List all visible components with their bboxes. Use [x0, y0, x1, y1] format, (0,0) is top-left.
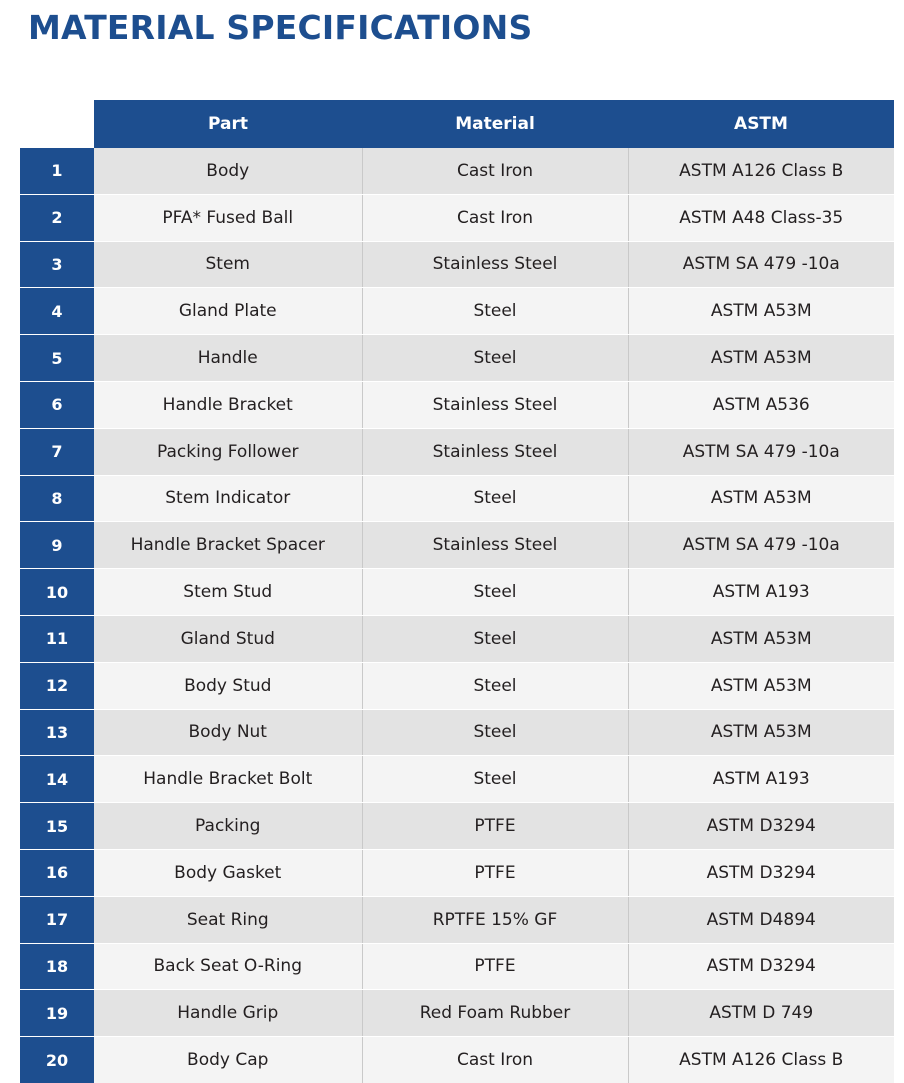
row-index-cell: 15	[20, 803, 94, 850]
astm-cell: ASTM A53M	[628, 288, 894, 335]
part-cell: Gland Stud	[94, 615, 362, 662]
part-cell: PFA* Fused Ball	[94, 194, 362, 241]
material-specifications-table	[20, 100, 894, 1083]
row-index-cell: 10	[20, 569, 94, 616]
astm-cell: ASTM A53M	[628, 662, 894, 709]
column-header-material: Material	[362, 100, 628, 148]
part-cell: Seat Ring	[94, 896, 362, 943]
astm-cell: ASTM A193	[628, 756, 894, 803]
astm-cell: ASTM A53M	[628, 615, 894, 662]
table-row	[20, 194, 894, 241]
row-index-cell: 5	[20, 335, 94, 382]
table-header	[20, 100, 894, 148]
table-row	[20, 615, 894, 662]
material-cell: Steel	[362, 475, 628, 522]
table-row	[20, 849, 894, 896]
row-index-cell: 2	[20, 194, 94, 241]
row-index-cell: 6	[20, 381, 94, 428]
astm-cell: ASTM SA 479 -10a	[628, 428, 894, 475]
astm-cell: ASTM D 749	[628, 990, 894, 1037]
part-cell: Handle	[94, 335, 362, 382]
astm-cell: ASTM A126 Class B	[628, 1037, 894, 1083]
astm-cell: ASTM A536	[628, 381, 894, 428]
table-row	[20, 522, 894, 569]
table-header-row	[20, 100, 894, 148]
material-cell: Steel	[362, 335, 628, 382]
table-row	[20, 803, 894, 850]
table-row	[20, 1037, 894, 1083]
part-cell: Body Cap	[94, 1037, 362, 1083]
part-cell: Handle Bracket	[94, 381, 362, 428]
material-cell: Stainless Steel	[362, 381, 628, 428]
material-cell: Stainless Steel	[362, 241, 628, 288]
part-cell: Packing	[94, 803, 362, 850]
part-cell: Packing Follower	[94, 428, 362, 475]
material-cell: Steel	[362, 756, 628, 803]
material-cell: PTFE	[362, 849, 628, 896]
astm-cell: ASTM D3294	[628, 803, 894, 850]
table-row	[20, 428, 894, 475]
material-cell: PTFE	[362, 803, 628, 850]
part-cell: Handle Bracket Bolt	[94, 756, 362, 803]
part-cell: Body Gasket	[94, 849, 362, 896]
astm-cell: ASTM A193	[628, 569, 894, 616]
part-cell: Body Nut	[94, 709, 362, 756]
row-index-cell: 9	[20, 522, 94, 569]
table-row	[20, 990, 894, 1037]
material-cell: Cast Iron	[362, 1037, 628, 1083]
astm-cell: ASTM A53M	[628, 475, 894, 522]
material-cell: Steel	[362, 615, 628, 662]
row-index-cell: 7	[20, 428, 94, 475]
part-cell: Stem Indicator	[94, 475, 362, 522]
table-row	[20, 662, 894, 709]
page-title: MATERIAL SPECIFICATIONS	[28, 8, 533, 47]
row-index-cell: 4	[20, 288, 94, 335]
material-cell: Steel	[362, 288, 628, 335]
row-index-cell: 8	[20, 475, 94, 522]
row-index-cell: 3	[20, 241, 94, 288]
material-cell: Stainless Steel	[362, 428, 628, 475]
table-row	[20, 569, 894, 616]
column-header-part: Part	[94, 100, 362, 148]
material-cell: Steel	[362, 662, 628, 709]
part-cell: Stem Stud	[94, 569, 362, 616]
part-cell: Gland Plate	[94, 288, 362, 335]
row-index-cell: 14	[20, 756, 94, 803]
table-row	[20, 896, 894, 943]
row-index-cell: 11	[20, 615, 94, 662]
column-header-astm: ASTM	[628, 100, 894, 148]
material-cell: Steel	[362, 569, 628, 616]
table-row	[20, 335, 894, 382]
row-index-cell: 19	[20, 990, 94, 1037]
material-cell: Steel	[362, 709, 628, 756]
row-index-cell: 17	[20, 896, 94, 943]
astm-cell: ASTM SA 479 -10a	[628, 241, 894, 288]
astm-cell: ASTM D3294	[628, 849, 894, 896]
row-index-cell: 13	[20, 709, 94, 756]
row-index-cell: 20	[20, 1037, 94, 1083]
table-row	[20, 709, 894, 756]
astm-cell: ASTM A48 Class-35	[628, 194, 894, 241]
table-row	[20, 148, 894, 194]
astm-cell: ASTM D3294	[628, 943, 894, 990]
row-index-cell: 1	[20, 148, 94, 194]
material-cell: Cast Iron	[362, 148, 628, 194]
material-cell: Red Foam Rubber	[362, 990, 628, 1037]
table-row	[20, 381, 894, 428]
part-cell: Handle Bracket Spacer	[94, 522, 362, 569]
table-row	[20, 288, 894, 335]
table-row	[20, 943, 894, 990]
row-index-cell: 18	[20, 943, 94, 990]
material-specifications-table-wrapper	[20, 100, 894, 1083]
table-row	[20, 756, 894, 803]
part-cell: Stem	[94, 241, 362, 288]
material-cell: Stainless Steel	[362, 522, 628, 569]
astm-cell: ASTM D4894	[628, 896, 894, 943]
part-cell: Body	[94, 148, 362, 194]
part-cell: Body Stud	[94, 662, 362, 709]
table-body	[20, 148, 894, 1083]
material-cell: RPTFE 15% GF	[362, 896, 628, 943]
column-header-index	[20, 100, 94, 148]
row-index-cell: 16	[20, 849, 94, 896]
table-row	[20, 475, 894, 522]
astm-cell: ASTM A126 Class B	[628, 148, 894, 194]
astm-cell: ASTM A53M	[628, 709, 894, 756]
table-row	[20, 241, 894, 288]
material-cell: PTFE	[362, 943, 628, 990]
astm-cell: ASTM A53M	[628, 335, 894, 382]
part-cell: Back Seat O-Ring	[94, 943, 362, 990]
astm-cell: ASTM SA 479 -10a	[628, 522, 894, 569]
material-cell: Cast Iron	[362, 194, 628, 241]
part-cell: Handle Grip	[94, 990, 362, 1037]
row-index-cell: 12	[20, 662, 94, 709]
